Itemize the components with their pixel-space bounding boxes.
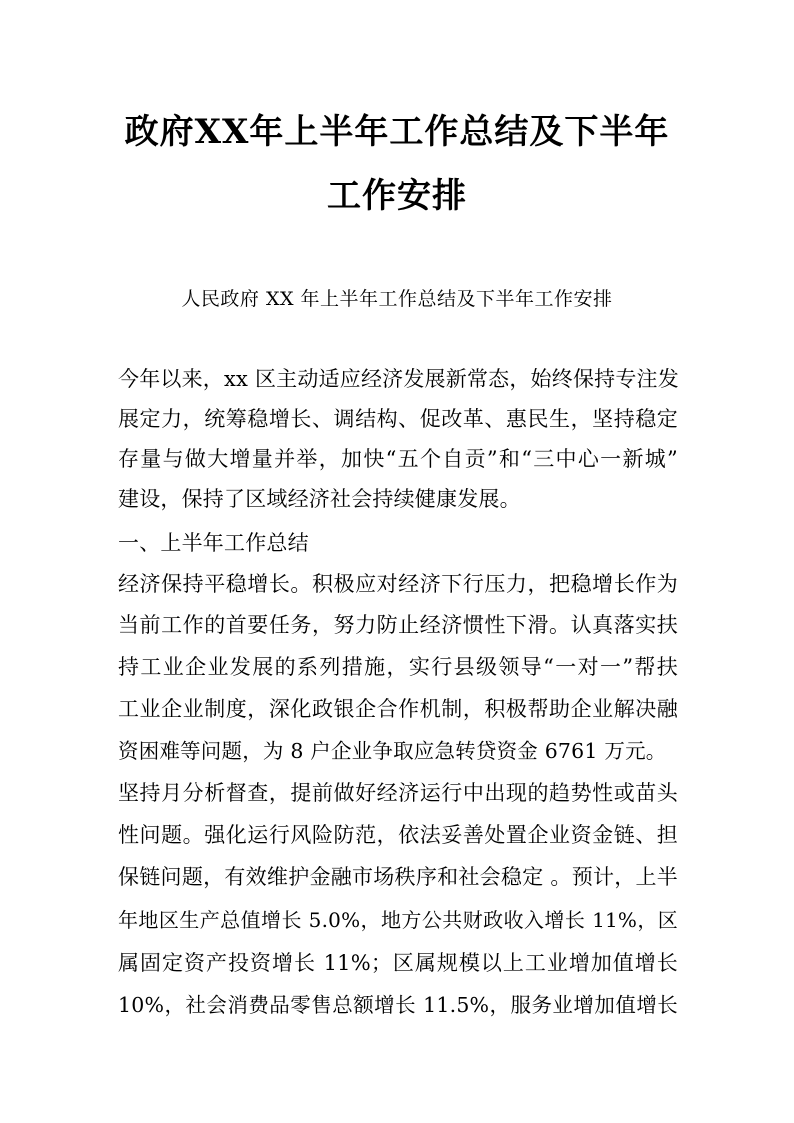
body-line: 存量与做大增量并举，加快“五个自贡”和“三中心一新城” [118,447,678,471]
body-line: 性问题。强化运行风险防范，依法妥善处置企业资金链、担 [118,823,678,847]
body-line: 资困难等问题，为 8 户企业争取应急转贷资金 6761 万元。 [118,739,667,763]
body-line: 展定力，统筹稳增长、调结构、促改革、惠民生，坚持稳定 [118,407,678,431]
body-line: 属固定资产投资增长 11%；区属规模以上工业增加值增长 [118,951,678,975]
section-heading: 一、上半年工作总结 [118,531,309,555]
body-line: 工业企业制度，深化政银企合作机制，积极帮助企业解决融 [118,697,678,721]
document-title-line-1: 政府XX年上半年工作总结及下半年 [124,112,670,152]
body-line: 建设，保持了区域经济社会持续健康发展。 [118,487,521,511]
body-line: 持工业企业发展的系列措施，实行县级领导“一对一”帮扶 [118,655,678,679]
body-line: 今年以来，xx 区主动适应经济发展新常态，始终保持专注发 [118,367,679,391]
body-line: 坚持月分析督查，提前做好经济运行中出现的趋势性或苗头 [118,781,678,805]
body-line: 10%，社会消费品零售总额增长 11.5%，服务业增加值增长 [118,993,678,1017]
body-line: 保链问题，有效维护金融市场秩序和社会稳定 。预计，上半 [118,865,678,889]
body-line: 当前工作的首要任务，努力防止经济惯性下滑。认真落实扶 [118,613,678,637]
body-line: 年地区生产总值增长 5.0%，地方公共财政收入增长 11%，区 [118,908,678,932]
document-title-line-2: 工作安排 [327,176,467,216]
document-subtitle: 人民政府 XX 年上半年工作总结及下半年工作安排 [181,288,613,310]
body-line: 经济保持平稳增长。积极应对经济下行压力，把稳增长作为 [118,572,678,596]
